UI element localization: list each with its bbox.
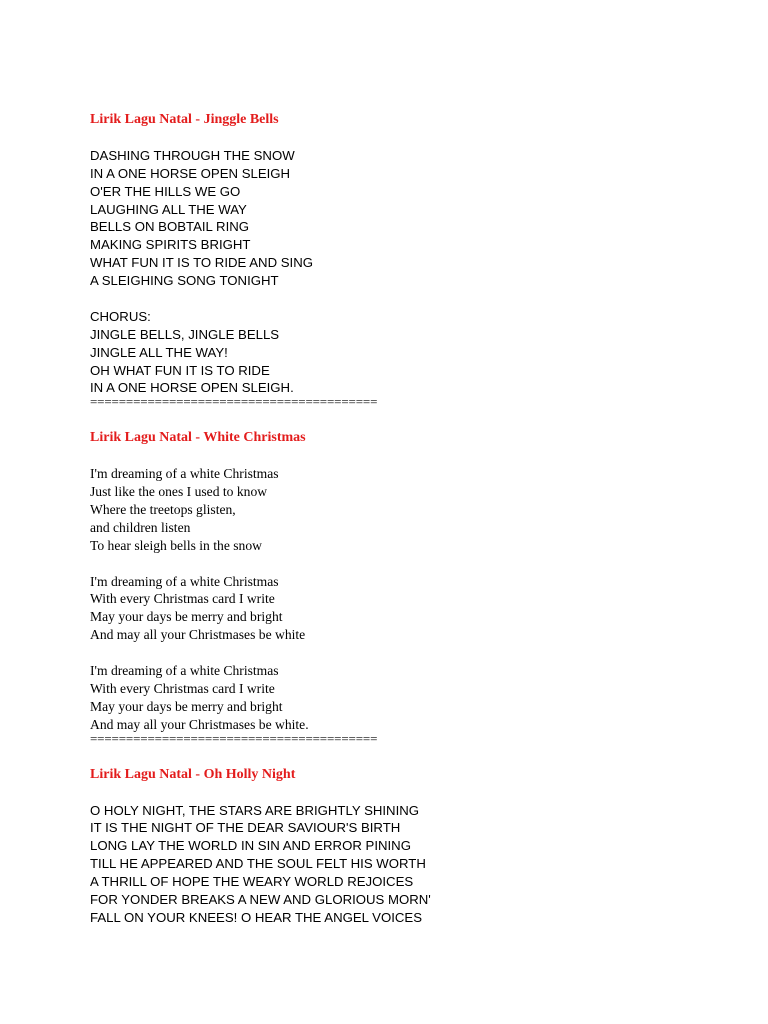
lyric-line: FOR YONDER BREAKS A NEW AND GLORIOUS MORN' xyxy=(90,891,431,907)
lyric-line: I'm dreaming of a white Christmas xyxy=(90,573,279,589)
lyric-line: JINGLE ALL THE WAY! xyxy=(90,344,228,360)
lyric-line: O HOLY NIGHT, THE STARS ARE BRIGHTLY SHINING xyxy=(90,802,420,818)
lyric-line xyxy=(90,555,710,573)
song-section-jingle-bells xyxy=(90,111,710,410)
song-lyrics xyxy=(90,147,710,397)
lyric-line: BELLS ON BOBTAIL RING xyxy=(90,219,250,235)
lyric-line xyxy=(90,290,710,308)
lyric-line: With every Christmas card I write xyxy=(90,680,275,696)
lyric-line: May your days be merry and bright xyxy=(90,609,283,625)
lyric-line: Where the treetops glisten, xyxy=(90,502,236,518)
lyric-line: I'm dreaming of a white Christmas xyxy=(90,663,279,679)
song-title: Lirik Lagu Natal - White Christmas xyxy=(90,430,306,446)
document-page xyxy=(90,111,710,927)
lyric-line: WHAT FUN IT IS TO RIDE AND SING xyxy=(90,255,313,271)
lyric-line: IT IS THE NIGHT OF THE DEAR SAVIOUR'S BIRTH xyxy=(90,820,401,836)
lyric-line: JINGLE BELLS, JINGLE BELLS xyxy=(90,326,280,342)
lyric-line: IN A ONE HORSE OPEN SLEIGH. xyxy=(90,380,294,396)
lyric-line: A SLEIGHING SONG TONIGHT xyxy=(90,273,279,289)
song-title: Lirik Lagu Natal - Jinggle Bells xyxy=(90,112,279,127)
lyric-line xyxy=(90,644,710,662)
lyric-line: IN A ONE HORSE OPEN SLEIGH xyxy=(90,165,291,181)
lyric-line: O'ER THE HILLS WE GO xyxy=(90,183,241,199)
song-lyrics xyxy=(90,802,710,927)
song-section-oh-holly-night xyxy=(90,766,710,927)
lyric-line: FALL ON YOUR KNEES! O HEAR THE ANGEL VOICES xyxy=(90,909,422,925)
lyric-line: MAKING SPIRITS BRIGHT xyxy=(90,237,251,253)
lyric-line: and children listen xyxy=(90,519,191,535)
lyric-line: LAUGHING ALL THE WAY xyxy=(90,201,247,217)
lyric-line: With every Christmas card I write xyxy=(90,591,275,607)
lyric-line: And may all your Christmases be white. xyxy=(90,716,309,732)
lyric-line: TILL HE APPEARED AND THE SOUL FELT HIS WORTH xyxy=(90,856,426,872)
song-lyrics xyxy=(90,465,710,733)
song-section-white-christmas xyxy=(90,429,710,746)
lyric-line: Just like the ones I used to know xyxy=(90,484,268,500)
lyric-line: OH WHAT FUN IT IS TO RIDE xyxy=(90,362,270,378)
chorus-label: CHORUS: xyxy=(90,308,151,324)
song-title: Lirik Lagu Natal - Oh Holly Night xyxy=(90,766,296,782)
lyric-line: To hear sleigh bells in the snow xyxy=(90,537,262,553)
lyric-line: May your days be merry and bright xyxy=(90,698,283,714)
section-separator: ======================================== xyxy=(90,394,378,410)
section-separator: ======================================== xyxy=(90,730,378,746)
lyric-line: DASHING THROUGH THE SNOW xyxy=(90,147,295,163)
lyric-line: A THRILL OF HOPE THE WEARY WORLD REJOICES xyxy=(90,874,414,890)
lyric-line: And may all your Christmases be white xyxy=(90,627,306,643)
lyric-line: LONG LAY THE WORLD IN SIN AND ERROR PINING xyxy=(90,838,411,854)
lyric-line: I'm dreaming of a white Christmas xyxy=(90,466,279,482)
